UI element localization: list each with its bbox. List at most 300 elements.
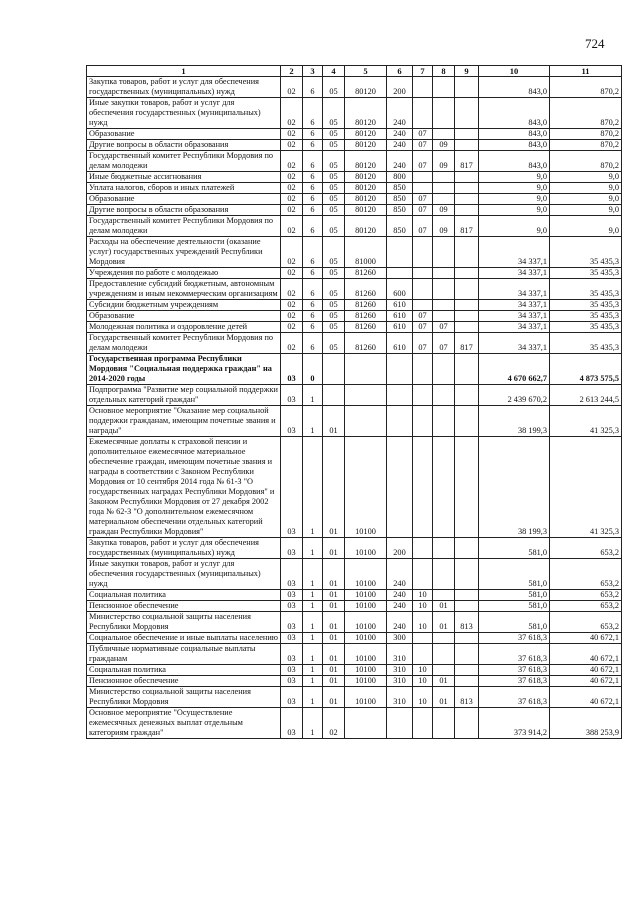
code-cell: 850 <box>387 216 413 237</box>
code-cell: 240 <box>387 98 413 129</box>
code-cell: 240 <box>387 601 413 612</box>
table-row <box>87 687 622 708</box>
amount-cell: 37 618,3 <box>479 687 550 708</box>
code-cell: 07 <box>413 140 433 151</box>
item-name: Другие вопросы в области образования <box>87 140 281 151</box>
table-row <box>87 676 622 687</box>
amount-cell: 41 325,3 <box>550 437 622 538</box>
code-cell: 10100 <box>345 538 387 559</box>
code-cell: 1 <box>303 644 323 665</box>
item-name: Образование <box>87 194 281 205</box>
code-cell: 6 <box>303 183 323 194</box>
code-cell: 03 <box>281 676 303 687</box>
item-name: Закупка товаров, работ и услуг для обеспечения государственных (муниципальных) нужд <box>87 77 281 98</box>
code-cell <box>455 140 479 151</box>
table-row <box>87 172 622 183</box>
code-cell <box>387 385 413 406</box>
code-cell: 80120 <box>345 194 387 205</box>
table-row <box>87 194 622 205</box>
code-cell <box>413 183 433 194</box>
code-cell: 10100 <box>345 687 387 708</box>
code-cell: 1 <box>303 385 323 406</box>
code-cell <box>413 268 433 279</box>
code-cell: 10100 <box>345 590 387 601</box>
code-cell: 6 <box>303 279 323 300</box>
code-cell: 05 <box>323 322 345 333</box>
table-row <box>87 151 622 172</box>
item-name: Основное мероприятие "Осуществление ежемесячных денежных выплат отдельным категориям граждан" <box>87 708 281 739</box>
code-cell: 05 <box>323 311 345 322</box>
code-cell <box>413 172 433 183</box>
code-cell: 03 <box>281 385 303 406</box>
code-cell <box>433 172 455 183</box>
code-cell: 05 <box>323 205 345 216</box>
code-cell: 02 <box>281 311 303 322</box>
code-cell: 10100 <box>345 437 387 538</box>
amount-cell: 41 325,3 <box>550 406 622 437</box>
code-cell: 80120 <box>345 129 387 140</box>
item-name: Государственный комитет Республики Мордовия по делам молодежи <box>87 333 281 354</box>
code-cell: 05 <box>323 172 345 183</box>
code-cell: 01 <box>323 633 345 644</box>
code-cell: 10100 <box>345 633 387 644</box>
code-cell: 01 <box>323 437 345 538</box>
code-cell: 850 <box>387 194 413 205</box>
code-cell: 1 <box>303 708 323 739</box>
amount-cell: 843,0 <box>479 129 550 140</box>
code-cell <box>413 633 433 644</box>
item-name: Уплата налогов, сборов и иных платежей <box>87 183 281 194</box>
item-name: Государственный комитет Республики Мордовия по делам молодежи <box>87 151 281 172</box>
code-cell <box>433 268 455 279</box>
code-cell: 10100 <box>345 612 387 633</box>
code-cell: 05 <box>323 151 345 172</box>
code-cell: 610 <box>387 333 413 354</box>
amount-cell: 653,2 <box>550 590 622 601</box>
item-name: Субсидии бюджетным учреждениям <box>87 300 281 311</box>
amount-cell: 34 337,1 <box>479 268 550 279</box>
code-cell: 6 <box>303 140 323 151</box>
code-cell: 81260 <box>345 311 387 322</box>
code-cell: 07 <box>413 322 433 333</box>
code-cell: 813 <box>455 687 479 708</box>
table-row <box>87 612 622 633</box>
code-cell <box>433 708 455 739</box>
code-cell <box>387 708 413 739</box>
code-cell: 05 <box>323 77 345 98</box>
code-cell: 07 <box>413 311 433 322</box>
amount-cell: 581,0 <box>479 538 550 559</box>
code-cell <box>455 311 479 322</box>
item-name: Закупка товаров, работ и услуг для обеспечения государственных (муниципальных) нужд <box>87 538 281 559</box>
table-row <box>87 354 622 385</box>
code-cell: 610 <box>387 322 413 333</box>
table-row <box>87 708 622 739</box>
code-cell: 03 <box>281 437 303 538</box>
code-cell: 02 <box>281 129 303 140</box>
code-cell <box>455 194 479 205</box>
amount-cell: 653,2 <box>550 559 622 590</box>
amount-cell: 870,2 <box>550 98 622 129</box>
amount-cell: 373 914,2 <box>479 708 550 739</box>
column-header: 4 <box>323 66 345 77</box>
item-name: Пенсионное обеспечение <box>87 601 281 612</box>
code-cell: 02 <box>281 172 303 183</box>
table-row <box>87 437 622 538</box>
code-cell: 6 <box>303 98 323 129</box>
code-cell: 02 <box>281 98 303 129</box>
code-cell <box>455 385 479 406</box>
code-cell: 07 <box>433 333 455 354</box>
code-cell: 03 <box>281 644 303 665</box>
table-row <box>87 311 622 322</box>
table-row <box>87 300 622 311</box>
code-cell <box>345 406 387 437</box>
code-cell: 05 <box>323 216 345 237</box>
code-cell <box>433 311 455 322</box>
code-cell: 81260 <box>345 322 387 333</box>
table-row <box>87 77 622 98</box>
code-cell: 1 <box>303 687 323 708</box>
amount-cell: 34 337,1 <box>479 322 550 333</box>
code-cell: 01 <box>433 601 455 612</box>
amount-cell: 40 672,1 <box>550 676 622 687</box>
code-cell: 800 <box>387 172 413 183</box>
code-cell: 02 <box>281 300 303 311</box>
code-cell: 1 <box>303 633 323 644</box>
code-cell: 05 <box>323 300 345 311</box>
code-cell: 02 <box>281 268 303 279</box>
code-cell: 03 <box>281 633 303 644</box>
code-cell <box>455 590 479 601</box>
code-cell <box>387 354 413 385</box>
code-cell: 6 <box>303 77 323 98</box>
code-cell: 02 <box>281 237 303 268</box>
code-cell <box>455 98 479 129</box>
table-row <box>87 129 622 140</box>
code-cell <box>455 354 479 385</box>
code-cell: 1 <box>303 437 323 538</box>
code-cell <box>387 406 413 437</box>
code-cell <box>323 385 345 406</box>
code-cell <box>455 172 479 183</box>
amount-cell: 34 337,1 <box>479 279 550 300</box>
table-row <box>87 385 622 406</box>
code-cell: 01 <box>323 644 345 665</box>
code-cell <box>433 77 455 98</box>
code-cell <box>455 183 479 194</box>
code-cell: 240 <box>387 129 413 140</box>
amount-cell: 9,0 <box>550 172 622 183</box>
code-cell: 05 <box>323 194 345 205</box>
code-cell: 80120 <box>345 183 387 194</box>
amount-cell: 9,0 <box>550 216 622 237</box>
code-cell <box>455 300 479 311</box>
code-cell <box>433 183 455 194</box>
code-cell: 240 <box>387 140 413 151</box>
item-name: Иные закупки товаров, работ и услуг для обеспечения государственных (муниципальных) нужд <box>87 98 281 129</box>
code-cell: 1 <box>303 665 323 676</box>
code-cell <box>455 633 479 644</box>
amount-cell: 653,2 <box>550 601 622 612</box>
amount-cell: 9,0 <box>479 216 550 237</box>
amount-cell: 9,0 <box>550 194 622 205</box>
code-cell: 07 <box>413 194 433 205</box>
code-cell: 310 <box>387 665 413 676</box>
amount-cell: 653,2 <box>550 612 622 633</box>
code-cell: 6 <box>303 129 323 140</box>
code-cell: 610 <box>387 300 413 311</box>
code-cell: 80120 <box>345 205 387 216</box>
code-cell: 03 <box>281 590 303 601</box>
amount-cell: 35 435,3 <box>550 311 622 322</box>
table-row <box>87 279 622 300</box>
code-cell: 05 <box>323 183 345 194</box>
code-cell <box>433 633 455 644</box>
code-cell: 01 <box>433 612 455 633</box>
code-cell: 6 <box>303 172 323 183</box>
code-cell: 6 <box>303 333 323 354</box>
table-row <box>87 590 622 601</box>
code-cell: 10 <box>413 612 433 633</box>
code-cell: 240 <box>387 151 413 172</box>
code-cell: 03 <box>281 612 303 633</box>
code-cell: 310 <box>387 644 413 665</box>
code-cell: 81260 <box>345 333 387 354</box>
code-cell: 1 <box>303 601 323 612</box>
item-name: Предоставление субсидий бюджетным, автономным учреждениям и иным некоммерческим организациям <box>87 279 281 300</box>
amount-cell: 37 618,3 <box>479 633 550 644</box>
code-cell <box>387 437 413 538</box>
code-cell: 1 <box>303 406 323 437</box>
amount-cell: 34 337,1 <box>479 237 550 268</box>
amount-cell: 34 337,1 <box>479 333 550 354</box>
code-cell <box>387 237 413 268</box>
code-cell: 07 <box>413 205 433 216</box>
code-cell: 01 <box>323 601 345 612</box>
code-cell: 813 <box>455 612 479 633</box>
code-cell: 07 <box>413 333 433 354</box>
amount-cell: 35 435,3 <box>550 268 622 279</box>
code-cell <box>413 559 433 590</box>
amount-cell: 870,2 <box>550 129 622 140</box>
amount-cell: 843,0 <box>479 151 550 172</box>
code-cell: 817 <box>455 216 479 237</box>
item-name: Министерство социальной защиты населения Республики Мордовия <box>87 612 281 633</box>
code-cell <box>413 279 433 300</box>
code-cell <box>433 559 455 590</box>
code-cell: 850 <box>387 183 413 194</box>
amount-cell: 870,2 <box>550 151 622 172</box>
code-cell: 02 <box>281 279 303 300</box>
amount-cell: 9,0 <box>479 183 550 194</box>
code-cell: 01 <box>323 665 345 676</box>
amount-cell: 34 337,1 <box>479 311 550 322</box>
code-cell: 01 <box>433 676 455 687</box>
table-row <box>87 237 622 268</box>
code-cell <box>413 237 433 268</box>
item-name: Расходы на обеспечение деятельности (оказание услуг) государственных учреждений Республики Мордовия <box>87 237 281 268</box>
code-cell: 81260 <box>345 300 387 311</box>
amount-cell: 388 253,9 <box>550 708 622 739</box>
code-cell: 80120 <box>345 77 387 98</box>
code-cell <box>433 385 455 406</box>
code-cell: 02 <box>281 322 303 333</box>
code-cell: 850 <box>387 205 413 216</box>
code-cell: 80120 <box>345 216 387 237</box>
amount-cell: 35 435,3 <box>550 237 622 268</box>
code-cell <box>455 559 479 590</box>
code-cell: 02 <box>281 205 303 216</box>
code-cell <box>387 268 413 279</box>
code-cell: 6 <box>303 268 323 279</box>
amount-cell: 4 670 662,7 <box>479 354 550 385</box>
code-cell <box>413 385 433 406</box>
code-cell: 01 <box>323 406 345 437</box>
amount-cell: 843,0 <box>479 140 550 151</box>
code-cell: 6 <box>303 194 323 205</box>
item-name: Иные бюджетные ассигнования <box>87 172 281 183</box>
amount-cell: 870,2 <box>550 77 622 98</box>
code-cell <box>433 406 455 437</box>
code-cell: 01 <box>323 538 345 559</box>
table-header-row <box>87 66 622 77</box>
amount-cell: 38 199,3 <box>479 437 550 538</box>
code-cell <box>433 194 455 205</box>
code-cell: 6 <box>303 311 323 322</box>
code-cell: 09 <box>433 140 455 151</box>
code-cell <box>455 601 479 612</box>
code-cell: 240 <box>387 590 413 601</box>
column-header: 7 <box>413 66 433 77</box>
code-cell: 01 <box>323 612 345 633</box>
item-name: Социальное обеспечение и иные выплаты населению <box>87 633 281 644</box>
code-cell <box>433 129 455 140</box>
code-cell <box>433 279 455 300</box>
code-cell <box>433 590 455 601</box>
code-cell: 1 <box>303 538 323 559</box>
code-cell: 1 <box>303 559 323 590</box>
column-header: 11 <box>550 66 622 77</box>
code-cell: 03 <box>281 559 303 590</box>
code-cell: 10100 <box>345 676 387 687</box>
amount-cell: 2 439 670,2 <box>479 385 550 406</box>
code-cell: 07 <box>413 216 433 237</box>
amount-cell: 9,0 <box>550 183 622 194</box>
amount-cell: 843,0 <box>479 77 550 98</box>
item-name: Учреждения по работе с молодежью <box>87 268 281 279</box>
code-cell: 6 <box>303 300 323 311</box>
column-header: 8 <box>433 66 455 77</box>
amount-cell: 35 435,3 <box>550 279 622 300</box>
code-cell <box>413 300 433 311</box>
code-cell: 6 <box>303 216 323 237</box>
amount-cell: 581,0 <box>479 559 550 590</box>
code-cell: 03 <box>281 406 303 437</box>
table-row <box>87 644 622 665</box>
amount-cell: 37 618,3 <box>479 644 550 665</box>
code-cell: 07 <box>433 322 455 333</box>
code-cell: 05 <box>323 98 345 129</box>
code-cell <box>323 354 345 385</box>
code-cell: 10 <box>413 676 433 687</box>
code-cell: 01 <box>323 590 345 601</box>
table-row <box>87 333 622 354</box>
table-row <box>87 559 622 590</box>
amount-cell: 35 435,3 <box>550 322 622 333</box>
code-cell: 02 <box>281 333 303 354</box>
code-cell <box>413 437 433 538</box>
amount-cell: 581,0 <box>479 590 550 601</box>
code-cell <box>455 538 479 559</box>
code-cell: 10 <box>413 601 433 612</box>
item-name: Молодежная политика и оздоровление детей <box>87 322 281 333</box>
table-body <box>87 77 622 739</box>
item-name: Ежемесячные доплаты к страховой пенсии и дополнительное ежемесячное материальное обеспечение граждан, имеющим почетные звания и награды в соответствии с Законом Республики Мордовия от 10 сентября 2014 года № 61-З "О государственных наградах Республики Мордовия" и Законом Республики Мордовия от 27 декабря 2002 года № 62-З "О дополнительном ежемесячном материальном обеспечении отдельных категорий граждан Республики Мордовия" <box>87 437 281 538</box>
code-cell <box>455 205 479 216</box>
table-row <box>87 183 622 194</box>
code-cell: 310 <box>387 676 413 687</box>
code-cell <box>455 279 479 300</box>
code-cell: 05 <box>323 268 345 279</box>
amount-cell: 9,0 <box>479 205 550 216</box>
code-cell: 80120 <box>345 172 387 183</box>
item-name: Иные закупки товаров, работ и услуг для обеспечения государственных (муниципальных) нужд <box>87 559 281 590</box>
amount-cell: 2 613 244,5 <box>550 385 622 406</box>
code-cell <box>455 129 479 140</box>
code-cell: 600 <box>387 279 413 300</box>
code-cell: 02 <box>281 183 303 194</box>
table-row <box>87 633 622 644</box>
code-cell <box>455 708 479 739</box>
amount-cell: 9,0 <box>479 194 550 205</box>
code-cell <box>433 237 455 268</box>
code-cell: 01 <box>323 676 345 687</box>
table-row <box>87 322 622 333</box>
amount-cell: 38 199,3 <box>479 406 550 437</box>
code-cell: 6 <box>303 237 323 268</box>
code-cell <box>413 538 433 559</box>
code-cell: 10100 <box>345 665 387 676</box>
amount-cell: 40 672,1 <box>550 633 622 644</box>
code-cell: 300 <box>387 633 413 644</box>
code-cell: 05 <box>323 129 345 140</box>
amount-cell: 37 618,3 <box>479 676 550 687</box>
code-cell <box>345 385 387 406</box>
amount-cell: 653,2 <box>550 538 622 559</box>
code-cell: 1 <box>303 676 323 687</box>
code-cell: 80120 <box>345 98 387 129</box>
item-name: Социальная политика <box>87 665 281 676</box>
code-cell: 02 <box>281 216 303 237</box>
code-cell <box>433 354 455 385</box>
code-cell: 10 <box>413 590 433 601</box>
code-cell <box>413 77 433 98</box>
code-cell <box>455 665 479 676</box>
code-cell <box>433 437 455 538</box>
code-cell: 02 <box>281 140 303 151</box>
code-cell: 03 <box>281 708 303 739</box>
amount-cell: 581,0 <box>479 601 550 612</box>
code-cell <box>455 437 479 538</box>
code-cell: 05 <box>323 333 345 354</box>
code-cell <box>345 708 387 739</box>
code-cell <box>455 268 479 279</box>
page-number: 724 <box>585 36 605 51</box>
item-name: Социальная политика <box>87 590 281 601</box>
table-row <box>87 140 622 151</box>
code-cell <box>455 237 479 268</box>
